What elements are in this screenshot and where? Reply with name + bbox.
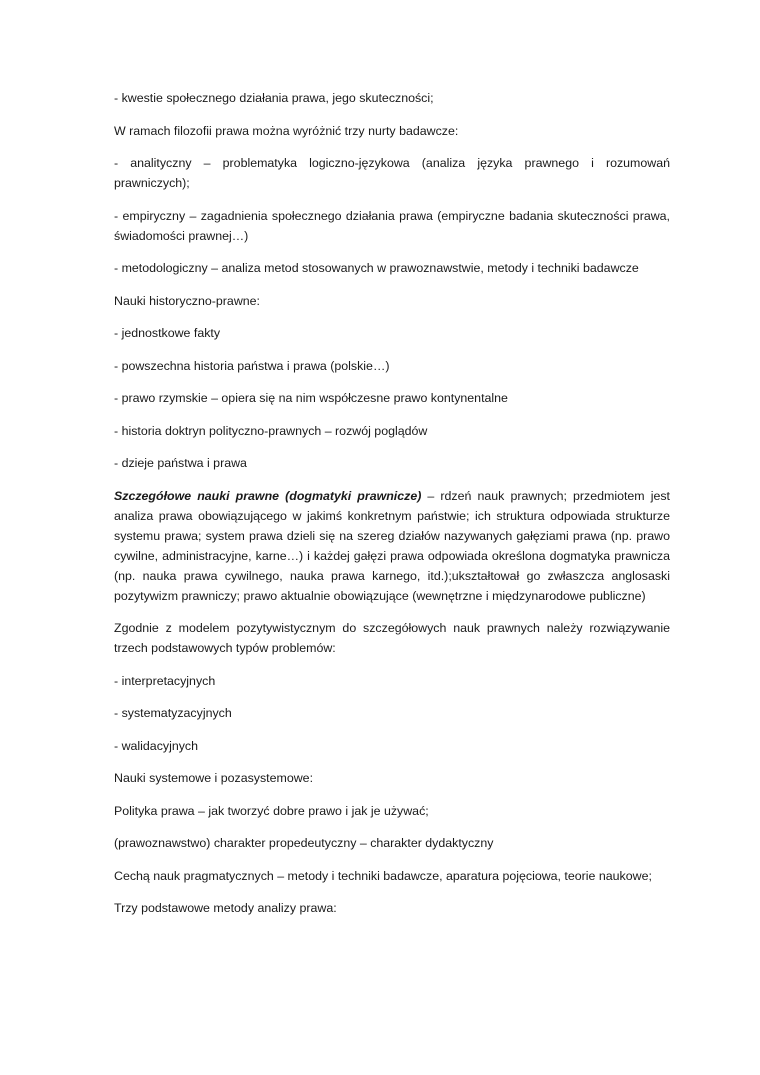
paragraph-law-policy: Polityka prawa – jak tworzyć dobre prawo i jak je używać; xyxy=(114,803,429,818)
paragraph-social-effect: - kwestie społecznego działania prawa, jego skuteczności; xyxy=(114,91,434,105)
paragraph-methodological: - metodologiczny – analiza metod stosowanych w prawoznawstwie, metody i techniki badawcze xyxy=(114,261,639,275)
list-item-state-history: - dzieje państwa i prawa xyxy=(114,456,247,470)
document-body xyxy=(114,88,670,931)
paragraph-analysis-methods: Trzy podstawowe metody analizy prawa: xyxy=(114,901,337,915)
paragraph-analytical: - analityczny – problematyka logiczno-językowa (analiza języka prawnego i rozumowań prawniczych); xyxy=(114,156,670,190)
dogmatics-term: Szczegółowe nauki prawne (dogmatyki prawnicze) xyxy=(114,488,422,503)
list-item-systematizing: - systematyzacyjnych xyxy=(114,706,232,720)
list-item-roman-law: - prawo rzymskie – opiera się na nim współczesne prawo kontynentalne xyxy=(114,391,508,405)
dogmatics-definition: – rdzeń nauk prawnych; przedmiotem jest analiza prawa obowiązującego w jakimś konkretnym państwie; ich struktura odpowiada strukturze systemu prawa; system prawa dzieli się na szereg działów nazywanych gałęziami prawa (np. prawo cywilne, administracyjne, karne…) i każdej gałęzi prawa odpowiada określona dogmatyka prawnicza (np. nauka prawa cywilnego, nauka prawa karnego, itd.);ukształtował go zwłaszcza anglosaski pozytywizm prawniczy; prawo aktualnie obowiązujące (wewnętrzne i międzynarodowe publiczne) xyxy=(114,488,670,603)
paragraph-pragmatic-sciences: Cechą nauk pragmatycznych – metody i techniki badawcze, aparatura pojęciowa, teorie naukowe; xyxy=(114,868,652,883)
paragraph-empirical: - empiryczny – zagadnienia społecznego działania prawa (empiryczne badania skuteczności prawa, świadomości prawnej…) xyxy=(114,208,670,243)
paragraph-propaedeutic: (prawoznawstwo) charakter propedeutyczny – charakter dydaktyczny xyxy=(114,836,494,850)
list-item-general-history: - powszechna historia państwa i prawa (polskie…) xyxy=(114,358,390,373)
list-item-doctrines-history: - historia doktryn polityczno-prawnych – rozwój poglądów xyxy=(114,423,428,438)
list-item-individual-facts: - jednostkowe fakty xyxy=(114,326,221,340)
paragraph-positivist-model: Zgodnie z modelem pozytywistycznym do szczegółowych nauk prawnych należy rozwiązywanie trzech podstawowych typów problemów: xyxy=(114,621,670,655)
paragraph-historical-heading: Nauki historyczno-prawne: xyxy=(114,293,260,308)
list-item-interpretive: - interpretacyjnych xyxy=(114,673,216,688)
list-item-validating: - walidacyjnych xyxy=(114,738,199,753)
paragraph-philosophy-trends: W ramach filozofii prawa można wyróżnić trzy nurty badawcze: xyxy=(114,123,459,138)
paragraph-dogmatics xyxy=(114,486,670,606)
paragraph-system-sciences: Nauki systemowe i pozasystemowe: xyxy=(114,771,314,785)
